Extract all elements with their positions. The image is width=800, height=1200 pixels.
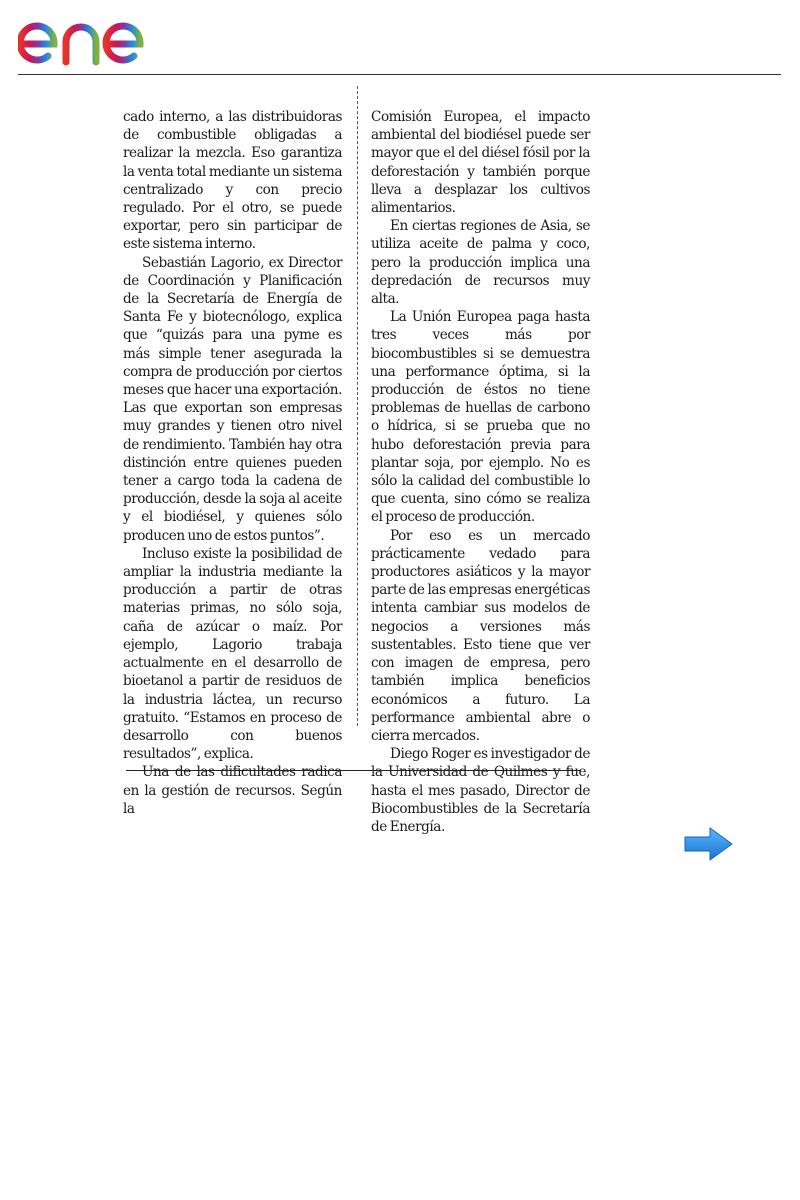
article-end-rule: [126, 770, 581, 771]
column-divider: [357, 86, 358, 726]
paragraph: En ciertas regiones de Asia, se utiliza aceite de palma y coco, pero la producción implica una depredación de recursos muy alta.: [371, 218, 590, 308]
paragraph: Comisión Europea, el impacto ambiental del biodiésel puede ser mayor que el del diésel fósil por la deforestación y también porque lleva a desplazar los cultivos alimentarios.: [371, 109, 590, 217]
paragraph: Por eso es un mercado prácticamente vedado para productores asiáticos y la mayor parte de las empresas energéticas intenta cambiar sus modelos de negocios a versiones más sustentables. Esto tiene que ver con imagen de empresa, pero también implica beneficios económicos a futuro. La performance ambiental abre o cierra mercados.: [371, 527, 590, 744]
paragraph: Sebastián Lagorio, ex Director de Coordinación y Planificación de la Secretaría de Energía de Santa Fe y biotecnólogo, explica que “quizás para una pyme es más simple tener asegurada la compra de producción por ciertos meses que hacer una exportación. Las que exportan son empresas muy grandes y tienen otro nivel de rendimiento. También hay otra distinción entre quienes pueden tener a cargo toda la cadena de producción, desde la soja al aceite y el biodiésel, y quienes sólo producen uno de estos puntos”.: [123, 254, 342, 544]
paragraph: cado interno, a las distribuidoras de combustible obligadas a realizar la mezcla. Eso garantiza la venta total mediante un sistema centralizado y con precio regulado. Por el otro, se puede exportar, pero sin participar de este sistema interno.: [123, 109, 342, 253]
arrow-right-icon[interactable]: [682, 826, 734, 862]
article-column-right: [371, 108, 590, 836]
paragraph: Incluso existe la posibilidad de ampliar la industria mediante la producción a partir de otras materias primas, no sólo soja, caña de azúcar o maíz. Por ejemplo, Lagorio trabaja actualmente en el desarrollo de bioetanol a partir de residuos de la industria láctea, un recurso gratuito. “Estamos en proceso de desarrollo con buenos resultados”, explica.: [123, 545, 342, 763]
paragraph: Una de las dificultades radica en la gestión de recursos. Según la: [123, 764, 342, 817]
paragraph: La Unión Europea paga hasta tres veces más por biocombustibles si se demuestra una performance óptima, si la producción de éstos no tiene problemas de huellas de carbono o hídrica, si se prueba que no hubo deforestación previa para plantar soja, por ejemplo. No es sólo la calidad del combustible lo que cuenta, sino cómo se realiza el proceso de producción.: [371, 309, 590, 526]
logo-text: [180, 4, 181, 5]
article-column-left: [123, 108, 342, 818]
paragraph: Diego Roger es investigador de la Universidad de Quilmes y fue, hasta el mes pasado, Director de Biocombustibles de la Secretaría de Energía.: [371, 746, 590, 835]
enel-logo: [18, 4, 180, 68]
header-divider: [18, 74, 781, 75]
